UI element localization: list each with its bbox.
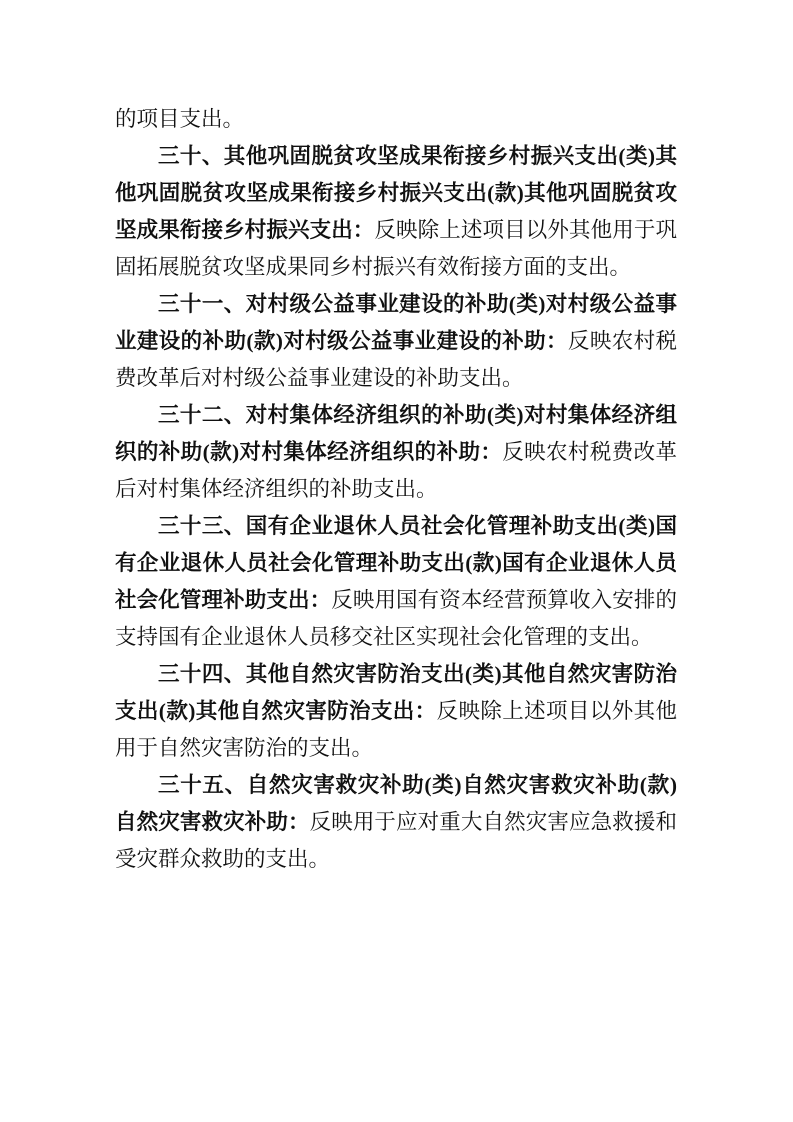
- paragraph-item-31-heading: 三十一、对村级公益事业建设的补助(类)对村级公益事业建设的补助(款)对村级公益事业建设的补助：: [115, 292, 677, 353]
- paragraph-item-34-heading: 三十四、其他自然灾害防治支出(类)其他自然灾害防治支出(款)其他自然灾害防治支出：: [115, 662, 677, 723]
- paragraph-continuation: [115, 101, 677, 138]
- paragraph-item-35: [115, 767, 677, 878]
- paragraph-item-33: [115, 508, 677, 656]
- paragraph-item-34-body: 反映除上述项目以外其他用于自然灾害防治的支出。: [115, 699, 677, 760]
- paragraph-item-32-body: 反映农村税费改革后对村集体经济组织的补助支出。: [115, 440, 677, 501]
- paragraph-item-31: [115, 286, 677, 397]
- paragraph-item-30-heading: 三十、其他巩固脱贫攻坚成果衔接乡村振兴支出(类)其他巩固脱贫攻坚成果衔接乡村振兴支出(款)其他巩固脱贫攻坚成果衔接乡村振兴支出：: [115, 144, 677, 242]
- paragraph-item-32: [115, 397, 677, 508]
- paragraph-item-34: [115, 656, 677, 767]
- paragraph-continuation-text: 的项目支出。: [115, 107, 245, 131]
- paragraph-item-35-body: 反映用于应对重大自然灾害应急救援和受灾群众救助的支出。: [115, 810, 677, 871]
- paragraph-item-30: [115, 138, 677, 286]
- document-content: [115, 101, 677, 878]
- paragraph-item-33-body: 反映用国有资本经营预算收入安排的支持国有企业退休人员移交社区实现社会化管理的支出。: [115, 588, 677, 649]
- paragraph-item-30-body: 反映除上述项目以外其他用于巩固拓展脱贫攻坚成果同乡村振兴有效衔接方面的支出。: [115, 218, 677, 279]
- paragraph-item-32-heading: 三十二、对村集体经济组织的补助(类)对村集体经济组织的补助(款)对村集体经济组织的补助：: [115, 403, 677, 464]
- paragraph-item-31-body: 反映农村税费改革后对村级公益事业建设的补助支出。: [115, 329, 677, 390]
- paragraph-item-33-heading: 三十三、国有企业退休人员社会化管理补助支出(类)国有企业退休人员社会化管理补助支出(款)国有企业退休人员社会化管理补助支出：: [115, 514, 677, 612]
- paragraph-item-35-heading: 三十五、自然灾害救灾补助(类)自然灾害救灾补助(款)自然灾害救灾补助：: [115, 773, 677, 834]
